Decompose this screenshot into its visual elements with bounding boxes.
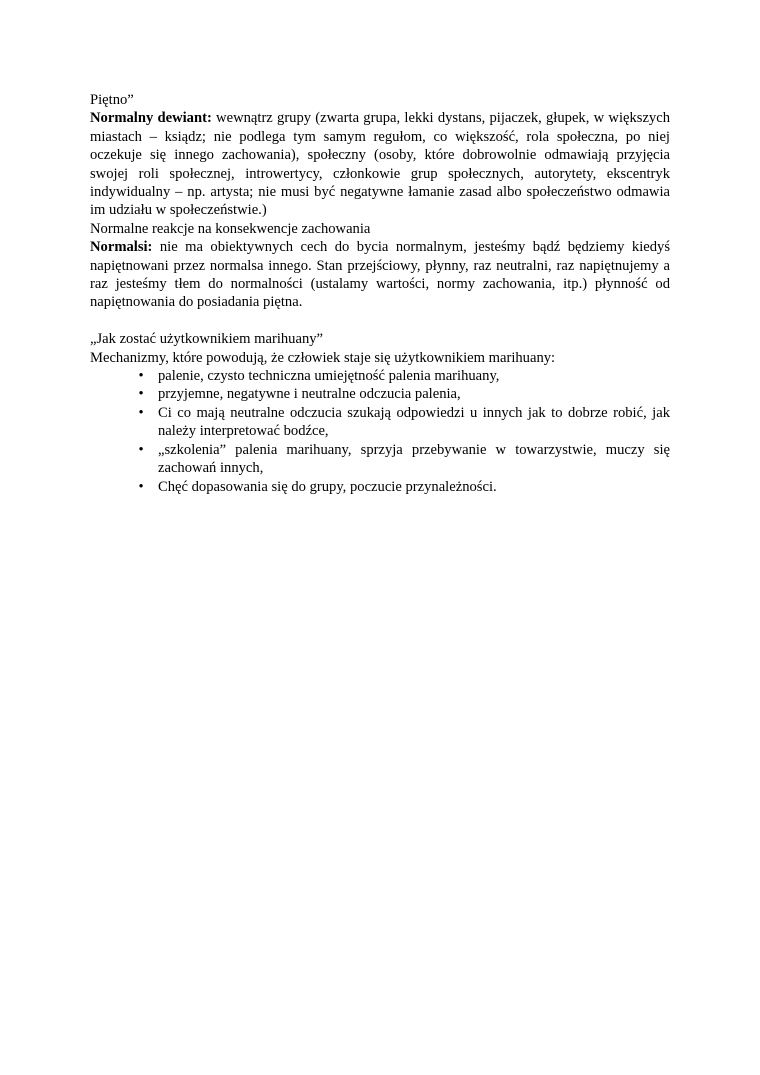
intro-mechanizmy: Mechanizmy, które powodują, że człowiek staje się użytkownikiem marihuany: [90, 349, 556, 366]
bullet-list [90, 367, 670, 496]
paragraph-normalsi [90, 238, 670, 312]
bullet-icon: • [138, 478, 144, 495]
bullet-icon: • [138, 386, 144, 403]
list-item-text: Chęć dopasowania się do grupy, poczucie przynależności. [158, 478, 497, 495]
list-item-text: Ci co mają neutralne odczucia szukają odpowiedzi u innych jak to dobrze robić, jak należy interpretować bodźce, [158, 404, 670, 440]
document-page [90, 91, 670, 496]
paragraph-normalny-dewiant [90, 109, 670, 219]
blank-line [90, 312, 670, 330]
bullet-icon: • [138, 368, 144, 385]
bullet-icon: • [138, 441, 144, 458]
list-item [90, 478, 670, 496]
heading-normalne-reakcje: Normalne reakcje na konsekwencje zachowania [90, 220, 371, 237]
label-normalsi: Normalsi: [90, 239, 153, 256]
list-item [90, 385, 670, 403]
heading-marihuana: „Jak zostać użytkownikiem marihuany” [90, 331, 324, 348]
list-item-text: palenie, czysto techniczna umiejętność palenia marihuany, [158, 368, 500, 385]
text-normalsi: nie ma obiektywnych cech do bycia normalnym, jesteśmy bądź będziemy kiedyś napiętnowani przez normalsa innego. Stan przejściowy, płynny, raz neutralni, raz napiętnujemy a raz jesteśmy tłem do normalności (ustalamy wartości, normy zachowania, itp.) płynność od napiętnowania do posiadania piętna. [90, 239, 670, 311]
text-normalny-dewiant: wewnątrz grupy (zwarta grupa, lekki dystans, pijaczek, głupek, w większych miastach – ksiądz; nie podlega tym samym regułom, co większość, rola społeczna, po niej oczekuje się innego zachowania), społeczny (osoby, które dobrowolnie odmawiają przyjęcia swojej roli społecznej, introwertycy, członkowie grup społecznych, autorytety, ekscentryk indywidualny – np. artysta; nie musi być negatywne łamanie zasad albo społeczeństwo odmawia im udziału w społeczeństwie.) [90, 110, 670, 219]
heading-pietno: Piętno” [90, 92, 134, 108]
list-item [90, 441, 670, 478]
label-normalny-dewiant: Normalny dewiant: [90, 110, 212, 127]
list-item [90, 404, 670, 441]
list-item-text: „szkolenia” palenia marihuany, sprzyja przebywanie w towarzystwie, muczy się zachowań innych, [158, 441, 670, 477]
list-item-text: przyjemne, negatywne i neutralne odczucia palenia, [158, 386, 461, 403]
bullet-icon: • [138, 404, 144, 421]
list-item [90, 367, 670, 385]
